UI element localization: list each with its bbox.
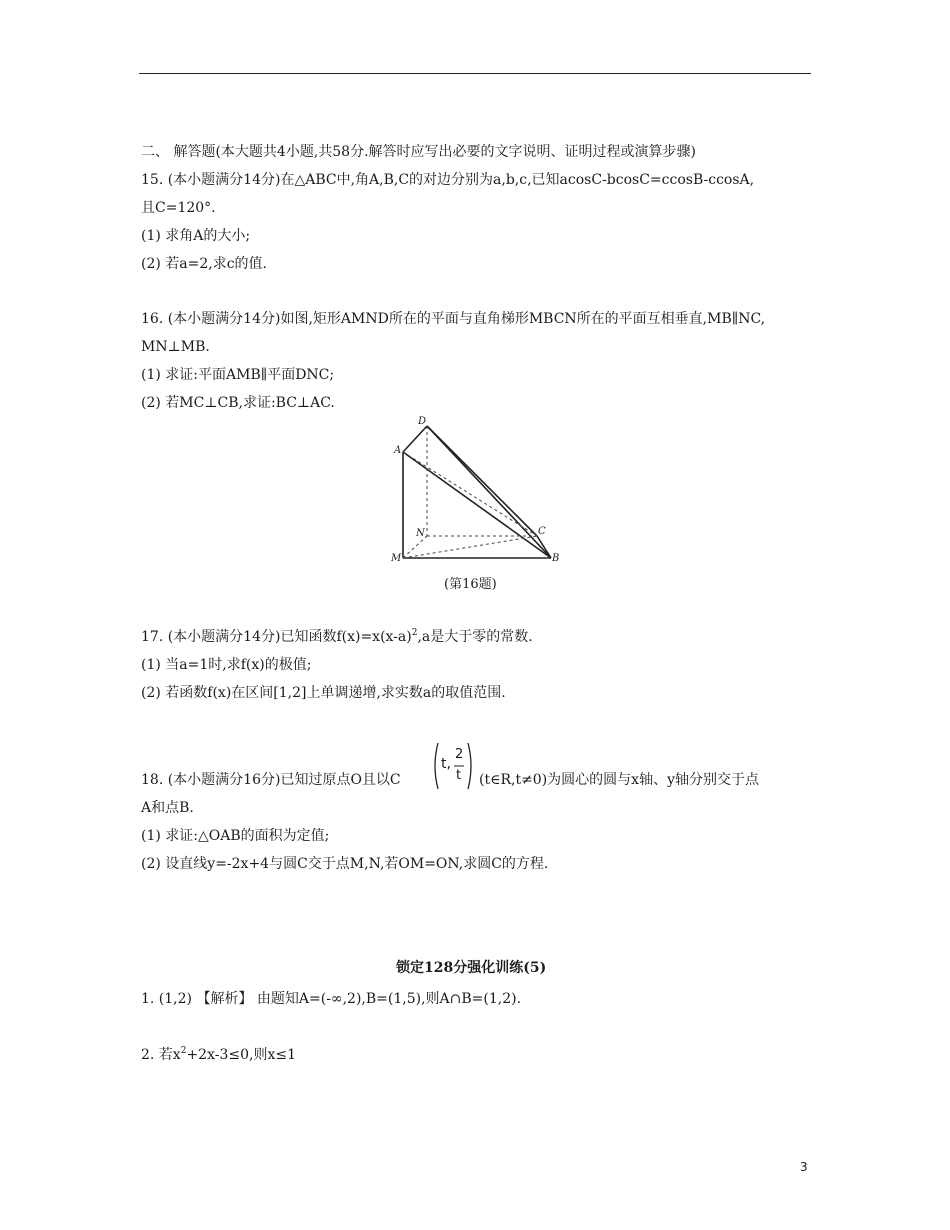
q15-part1: (1) 求角A的大小; (141, 228, 251, 244)
q16-part2: (2) 若MC⊥CB,求证:BC⊥AC. (141, 395, 335, 411)
q18-frac-den: t (456, 768, 462, 783)
answer-1: 1. (1,2) 【解析】 由题知A=(-∞,2),B=(1,5),则A∩B=(1,2). (141, 991, 522, 1007)
q16-line1: 16. (本小题满分14分)如图,矩形AMND所在的平面与直角梯形MBCN所在的平面互相垂直,MB∥NC, (141, 311, 766, 327)
label-B: B (552, 553, 560, 564)
answer-2-exponent: 2 (180, 1046, 187, 1056)
header-rule (139, 73, 811, 74)
answer-2 (141, 1046, 296, 1064)
q16-figure-caption: (第16题) (444, 577, 497, 592)
page-number: 3 (800, 1160, 808, 1174)
q17-line1-post: ,a是大于零的常数. (417, 629, 533, 645)
q18-frac-t: t, (441, 756, 451, 772)
answer-title: 锁定128分强化训练(5) (396, 960, 547, 976)
edge-AD (403, 426, 427, 452)
edge-MC (403, 536, 537, 558)
q18-part2: (2) 设直线y=-2x+4与圆C交于点M,N,若OM=ON,求圆C的方程. (141, 856, 549, 872)
q18-frac-num: 2 (455, 747, 464, 762)
q18-parentheses (432, 741, 474, 791)
label-C: C (538, 526, 546, 537)
q18-line2: A和点B. (141, 800, 194, 816)
q16-figure (385, 412, 565, 567)
q17-exponent: 2 (411, 628, 418, 638)
label-A: A (394, 445, 402, 456)
edge-CB (537, 536, 551, 558)
edge-AC (403, 452, 537, 536)
label-M: M (391, 553, 402, 564)
q17-line1-pre: 17. (本小题满分14分)已知函数f(x)=x(x-a) (141, 629, 412, 645)
q17-part2: (2) 若函数f(x)在区间[1,2]上单调递增,求实数a的取值范围. (141, 685, 506, 701)
q17-line1 (141, 628, 533, 646)
q18-center-point (432, 741, 474, 791)
q15-part2: (2) 若a=2,求c的值. (141, 256, 268, 272)
q18-part1: (1) 求证:△OAB的面积为定值; (141, 828, 330, 844)
q16-line2: MN⊥MB. (141, 339, 210, 355)
q15-line2: 且C=120°. (141, 200, 216, 216)
edge-AB (403, 452, 551, 558)
q18-line1-pre: 18. (本小题满分16分)已知过原点O且以C (141, 772, 401, 788)
answer-2-pre: 2. 若x (141, 1047, 181, 1063)
label-D: D (418, 416, 427, 427)
q16-part1: (1) 求证:平面AMB∥平面DNC; (141, 367, 335, 383)
edge-DB (427, 426, 551, 558)
label-N: N (416, 528, 425, 539)
q15-line1: 15. (本小题满分14分)在△ABC中,角A,B,C的对边分别为a,b,c,已知acosC-bcosC=ccosB-ccosA, (141, 172, 755, 188)
q18-line1-post: (t∈R,t≠0)为圆心的圆与x轴、y轴分别交于点 (479, 772, 759, 788)
answer-2-post: +2x-3≤0,则x≤1 (186, 1047, 296, 1063)
q17-part1: (1) 当a=1时,求f(x)的极值; (141, 657, 312, 673)
section-heading: 二、 解答题(本大题共4小题,共58分.解答时应写出必要的文字说明、证明过程或演算步骤) (141, 144, 696, 160)
